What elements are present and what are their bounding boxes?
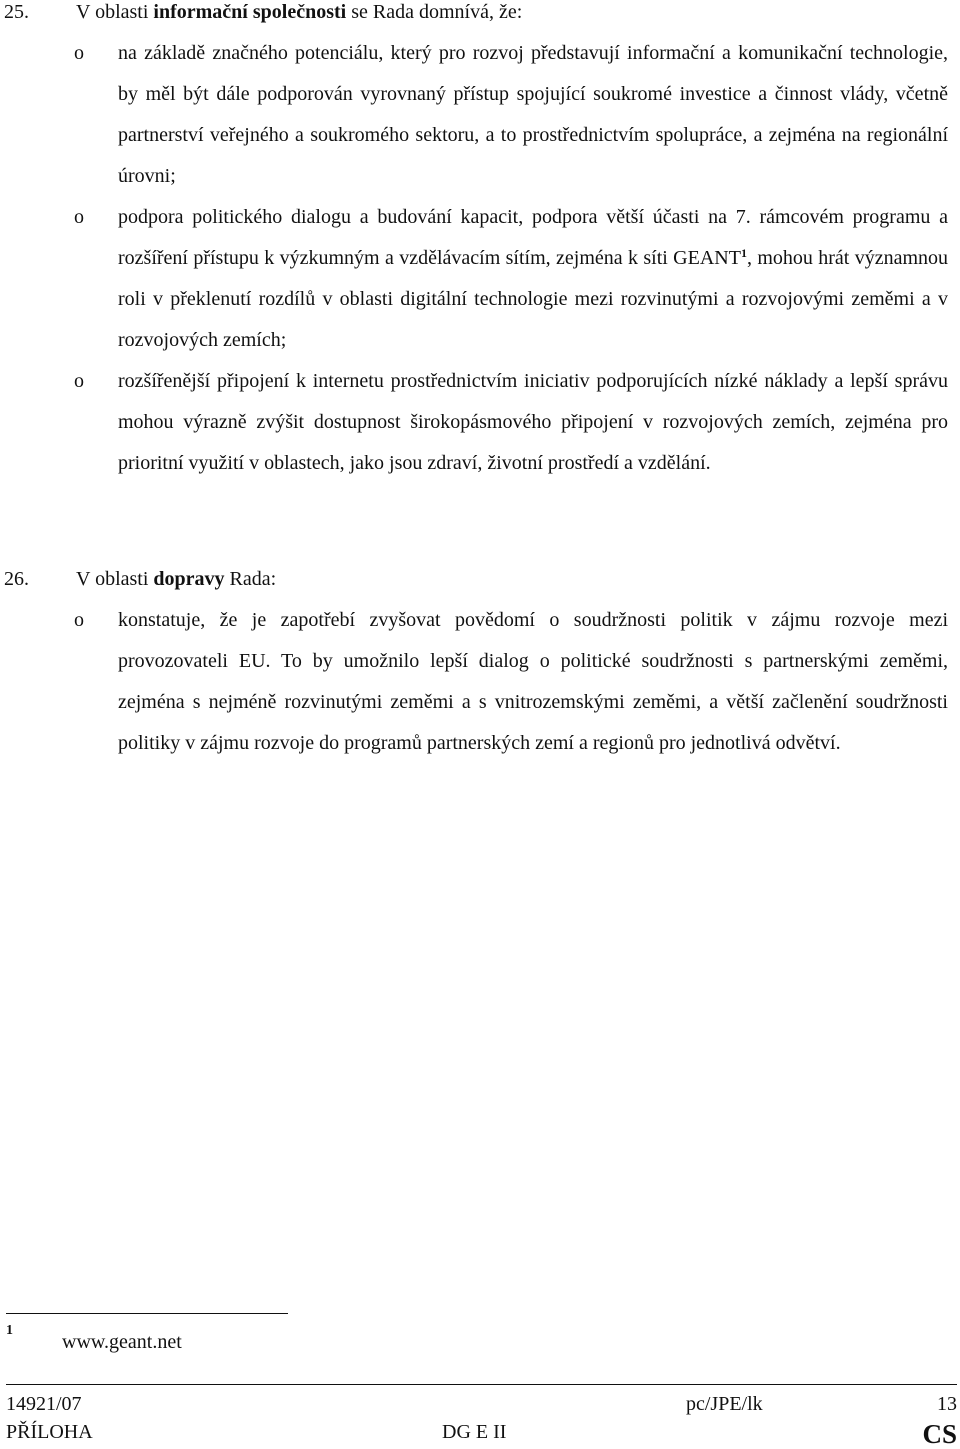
section-number: 26. <box>4 568 29 590</box>
list-item-text: rozšířenější připojení k internetu prostřednictvím iniciativ podporujících nízké náklady a lepší správu mohou výrazně zvýšit dostupnost širokopásmového připojení v rozvojových zemích, zejména pro prioritní využití v oblastech, jako jsou zdraví, životní prostředí a vzdělání. <box>118 370 948 474</box>
language-code: CS <box>922 1419 957 1449</box>
author-initials: pc/JPE/lk <box>686 1393 763 1415</box>
section-title-bold: informační společnosti <box>153 1 347 23</box>
section-25 <box>0 0 960 484</box>
list-item <box>0 33 960 197</box>
section-26 <box>0 559 960 764</box>
list-item-text: na základě značného potenciálu, který pro rozvoj představují informační a komunikační technologie, by měl být dále podporován vyrovnaný přístup spojující soukromé investice a činnost vlády, včetně partnerství veřejného a soukromého sektoru, a to prostřednictvím spolupráce, a zejména na regionální úrovni; <box>118 42 948 187</box>
footer-row-2 <box>6 1417 957 1447</box>
page-number: 13 <box>937 1393 957 1415</box>
section-title: V oblasti dopravy Rada: <box>76 568 277 590</box>
bullet-marker: o <box>74 42 84 64</box>
bullet-marker: o <box>74 609 84 631</box>
footnote-divider <box>6 1313 288 1314</box>
section-title-bold: dopravy <box>153 568 225 590</box>
annex-label: PŘÍLOHA <box>6 1421 93 1443</box>
bullet-marker: o <box>74 206 84 228</box>
section-heading <box>0 559 960 600</box>
footer-row-1 <box>6 1389 957 1419</box>
footer-divider <box>6 1384 957 1385</box>
list-item-text: podpora politického dialogu a budování kapacit, podpora větší účasti na 7. rámcovém programu a rozšíření přístupu k výzkumným a vzdělávacím sítím, zejména k síti GEANT$^1$, mohou hrát významnou roli v překlenutí rozdílů v oblasti digitální technologie mezi rozvinutými a rozvojovými zeměmi a v rozvojových zemích; <box>118 206 949 351</box>
footnote <box>6 1322 606 1362</box>
section-number: 25. <box>4 1 29 23</box>
section-heading <box>0 0 960 33</box>
list-item <box>0 361 960 484</box>
directorate-label: DG E II <box>442 1421 507 1443</box>
list-item <box>0 600 960 764</box>
list-item <box>0 197 960 361</box>
bullet-marker: o <box>74 370 84 392</box>
list-item-text: konstatuje, že je zapotřebí zvyšovat povědomí o soudržnosti politik v zájmu rozvoje mezi provozovateli EU. To by umožnilo lepší dialog o politické soudržnosti s partnerskými zeměmi, zejména s nejméně rozvinutými zeměmi a s vnitrozemskými zeměmi, a větší začlenění soudržnosti politiky v zájmu rozvoje do programů partnerských zemí a regionů pro jednotlivá odvětví. <box>118 609 948 754</box>
document-number: 14921/07 <box>6 1393 82 1415</box>
section-title: V oblasti informační společnosti se Rada domnívá, že: <box>76 1 523 23</box>
footnote-reference[interactable]: 1 <box>740 246 747 260</box>
footnote-marker: 1 <box>6 1323 13 1338</box>
footnote-link[interactable]: www.geant.net <box>62 1331 182 1353</box>
